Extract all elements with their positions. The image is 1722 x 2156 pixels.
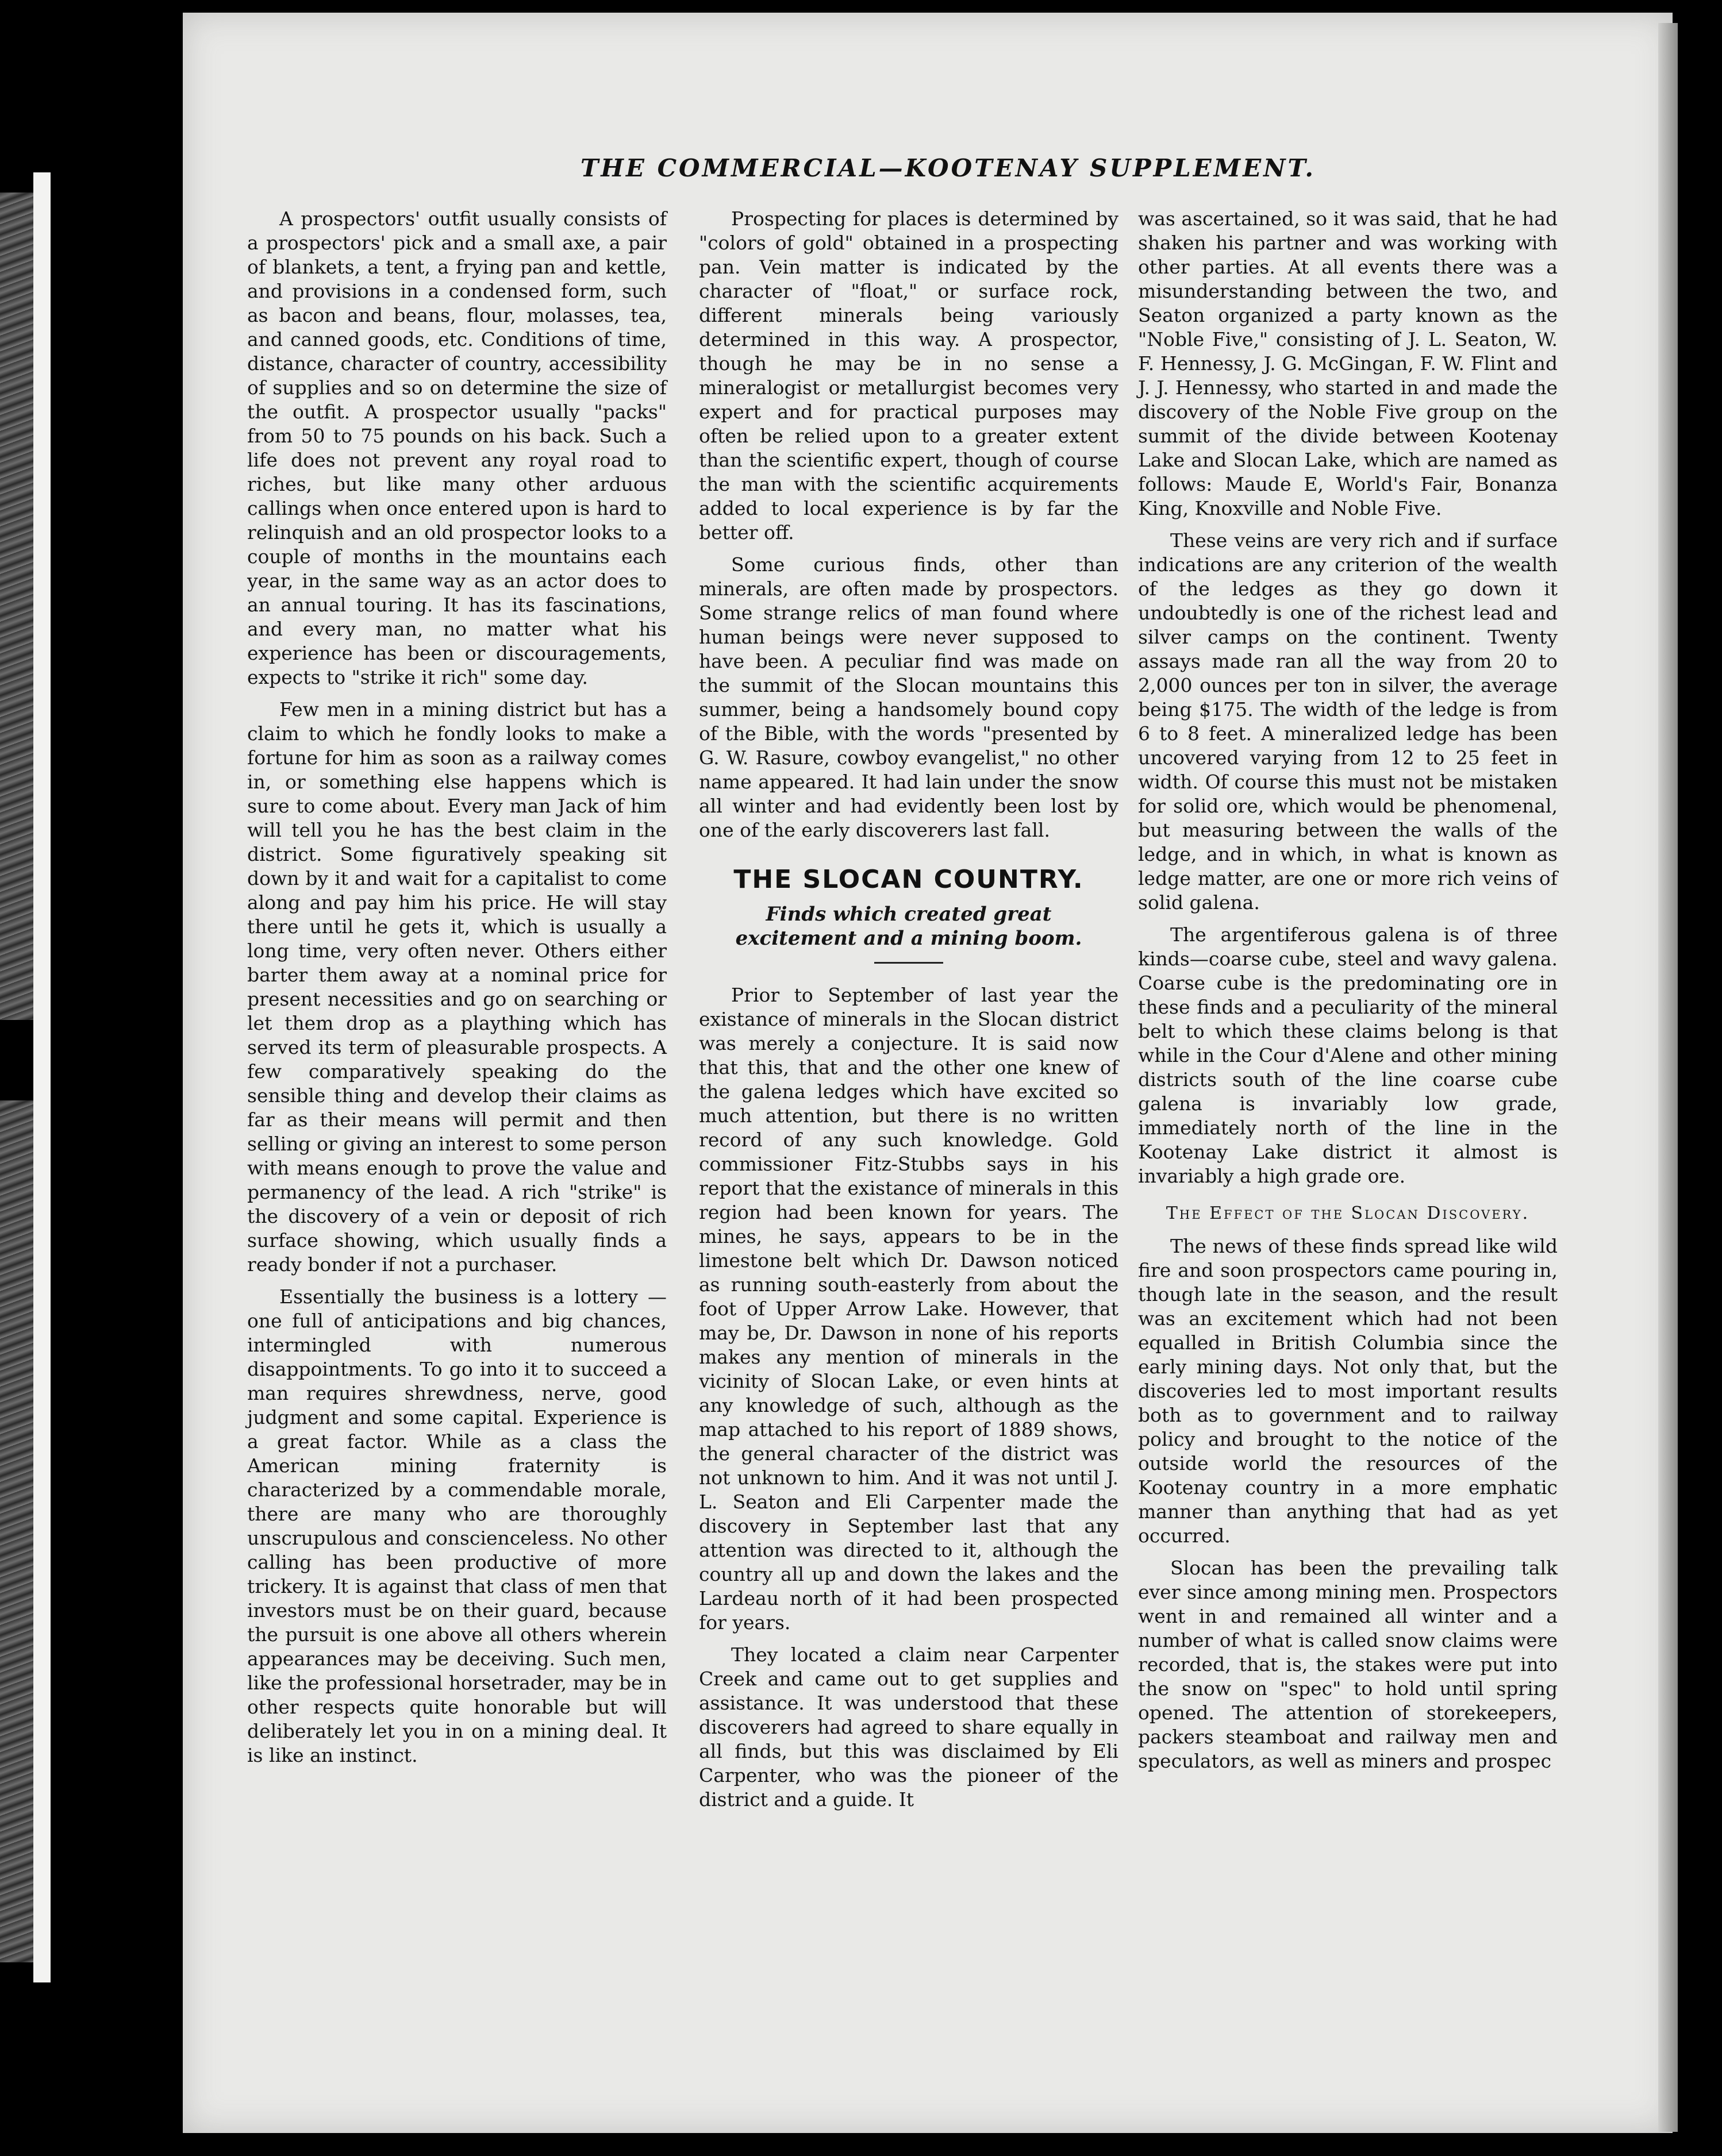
text-column-3 xyxy=(1138,207,1558,1781)
partial-photograph-bottom xyxy=(0,1100,36,1962)
page-edge-shadow xyxy=(1658,23,1678,2132)
running-head: THE COMMERCIAL—KOOTENAY SUPPLEMENT. xyxy=(581,154,1316,182)
paragraph: Slocan has been the prevailing talk ever since among mining men. Prospectors went in and remained all winter and a number of what is called snow claims were recorded, that is, the stakes were put into the snow on "spec" to hold until spring opened. The attention of storekeepers, packers steamboat and railway men and speculators, as well as miners and prospec xyxy=(1138,1557,1558,1772)
paragraph: They located a claim near Carpenter Creek and came out to get supplies and assistance. It was understood that these discoverers had agreed to share equally in all finds, but this was disclaimed by Eli Carpenter, who was the pioneer of the district and a guide. It xyxy=(699,1643,1118,1811)
paragraph: was ascertained, so it was said, that he had shaken his partner and was working with other parties. At all events there was a misunderstanding between the two, and Seaton organized a party known as the "Noble Five," consisting of J. L. Seaton, W. F. Hennessy, J. G. McGingan, F. W. Flint and J. J. Hennessy, who started in and made the discovery of the Noble Five group on the summit of the divide between Kootenay Lake and Slocan Lake, which are named as follows: Maude E, World's Fair, Bonanza King, Knoxville and Noble Five. xyxy=(1138,207,1558,519)
paragraph: Some curious finds, other than minerals, are often made by prospectors. Some strange relics of man found where human beings were never supposed to have been. A peculiar find was made on the summit of the Slocan mountains this summer, being a handsomely bound copy of the Bible, with the words "presented by G. W. Rasure, cowboy evangelist," no other name appeared. It had lain under the snow all winter and had evidently been lost by one of the early discoverers last fall. xyxy=(699,553,1118,841)
section-title: THE SLOCAN COUNTRY. xyxy=(733,865,1084,894)
section-subtitle: Finds which created great excitement and a mining boom. xyxy=(735,903,1082,950)
text-column-2 xyxy=(699,207,1118,1820)
paragraph: Prospecting for places is determined by "colors of gold" obtained in a prospecting pan. Vein matter is indicated by the character of "float," or surface rock, different minerals being variously determined in this way. A prospector, though he may be in no sense a mineralogist or metallurgist becomes very expert and for practical purposes may often be relied upon to a greater extent than the scientific expert, though of course the man with the scientific acquirements added to local experience is by far the better off. xyxy=(699,207,1118,544)
paragraph: Prior to September of last year the existance of minerals in the Slocan district was merely a conjecture. It is said now that this, that and the other one knew of the galena ledges which have excited so much attention, but there is no written record of any such knowledge. Gold commissioner Fitz-Stubbs says in his report that the existance of minerals in this region had been known for years. The mines, he says, appears to be in the limestone belt which Dr. Dawson noticed as running south-easterly from about the foot of Upper Arrow Lake. However, that may be, Dr. Dawson in none of his reports makes any mention of minerals in the vicinity of Slocan Lake, or even hints at any knowledge of such, although as the map attached to his report of 1889 shows, the general character of the district was not unknown to him. And it was not until J. L. Seaton and Eli Carpenter made the discovery in September last that any attention was directed to it, although the country all up and down the lakes and the Lardeau north of it had been prospected for years. xyxy=(699,984,1118,1634)
paragraph: The argentiferous galena is of three kinds—coarse cube, steel and wavy galena. Coarse cube is the predominating ore in these finds and a peculiarity of the mineral belt to which these claims belong is that while in the Cour d'Alene and other mining districts south of the line coarse cube galena is invariably low grade, immediately north of the line in the Kootenay Lake district it almost is invariably a high grade ore. xyxy=(1138,923,1558,1187)
paragraph: A prospectors' outfit usually consists of a prospectors' pick and a small axe, a pair of blankets, a tent, a frying pan and kettle, and provisions in a condensed form, such as bacon and beans, flour, molasses, tea, and canned goods, etc. Conditions of time, distance, character of country, accessibility of supplies and so on determine the size of the outfit. A prospector usually "packs" from 50 to 75 pounds on his back. Such a life does not prevent any royal road to riches, but like many other arduous callings when once entered upon is hard to relinquish and an old prospector looks to a couple of months in the mountains each year, in the same way as an actor does to an annual touring. It has its fascinations, and every man, no matter what his experience has been or discouragements, expects to "strike it rich" some day. xyxy=(247,207,667,688)
subheading: The Effect of the Slocan Discovery. xyxy=(1166,1203,1530,1223)
adjacent-page-margin xyxy=(33,172,51,1982)
section-rule xyxy=(874,962,943,964)
paragraph: Few men in a mining district but has a claim to which he fondly looks to make a fortune for him as soon as a railway comes in, or something else happens which is sure to come about. Every man Jack of him will tell you he has the best claim in the district. Some figuratively speaking sit down by it and wait for a capitalist to come along and pay him his price. He will stay there until he gets it, which is usually a long time, very often never. Others either barter them away at a nominal price for present necessities and go on searching or let them drop as a plaything which has served its term of pleasurable prospects. A few comparatively speaking do the sensible thing and develop their claims as far as their means will permit and then selling or giving an interest to some person with means enough to prove the value and permanency of the lead. A rich "strike" is the discovery of a vein or deposit of rich surface showing, which usually finds a ready bonder if not a purchaser. xyxy=(247,698,667,1276)
paragraph: These veins are very rich and if surface indications are any criterion of the wealth of the ledges as they go down it undoubtedly is one of the richest lead and silver camps on the continent. Twenty assays made ran all the way from 20 to 2,000 ounces per ton in silver, the average being $175. The width of the ledge is from 6 to 8 feet. A mineralized ledge has been uncovered varying from 12 to 25 feet in width. Of course this must not be mistaken for solid ore, which would be phenomenal, but measuring between the walls of the ledge, and in which, in what is known as ledge matter, are one or more rich veins of solid galena. xyxy=(1138,529,1558,914)
text-column-1 xyxy=(247,207,667,1776)
paragraph: The news of these finds spread like wild fire and soon prospectors came pouring in, though late in the season, and the result was an excitement which had not been equalled in British Columbia since the early mining days. Not only that, but the discoveries led to most important results both as to government and to railway policy and brought to the notice of the outside world the resources of the Kootenay country in a more emphatic manner than anything that had as yet occurred. xyxy=(1138,1235,1558,1547)
partial-photograph-top xyxy=(0,192,36,1020)
paragraph: Essentially the business is a lottery —one full of anticipations and big chances, intermingled with numerous disappointments. To go into it to succeed a man requires shrewdness, nerve, good judgment and some capital. Experience is a great factor. While as a class the American mining fraternity is characterized by a commendable morale, there are many who are thoroughly unscrupulous and conscienceless. No other calling has been productive of more trickery. It is against that class of men that investors must be on their guard, because the pursuit is one above all others wherein appearances may be deceiving. Such men, like the professional horsetrader, may be in other respects quite honorable but will deliberately let you in on a mining deal. It is like an instinct. xyxy=(247,1285,667,1766)
